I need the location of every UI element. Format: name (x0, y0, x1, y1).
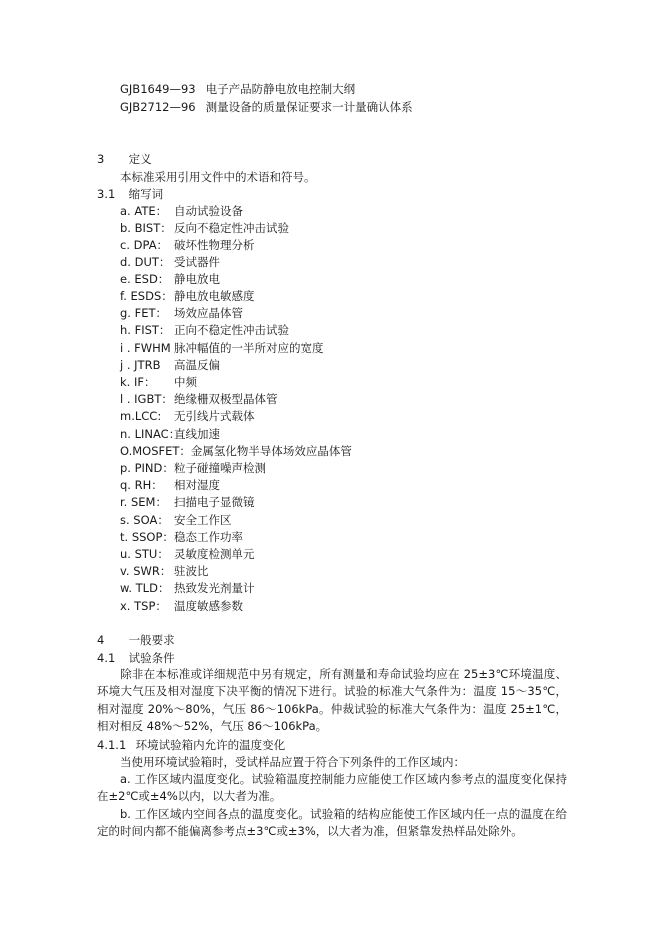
abbreviation-item: r. SEM： 扫描电子显微镜 (120, 495, 255, 509)
abbreviation-item: s. SOA： 安全工作区 (120, 513, 232, 527)
abbreviation-item: k. IF： 中频 (120, 375, 197, 389)
abbreviation-item: w. TLD： 热致发光剂量计 (120, 581, 255, 595)
abbreviation-item: q. RH： 相对湿度 (120, 478, 220, 492)
section-heading: 4 一般要求 (97, 633, 175, 647)
abbreviation-item: m.LCC: 无引线片式载体 (120, 409, 255, 423)
abbreviation-item: O.MOSFET：金属氢化物半导体场效应晶体管 (120, 444, 352, 458)
abbreviation-item: t. SSOP：稳态工作功率 (120, 530, 243, 544)
list-item: a. 工作区域内温度变化。试验箱温度控制能力应能使工作区域内参考点的温度变化保持在±2℃或±4%以内，以大者为准。 (97, 772, 567, 804)
reference-title: 测量设备的质量保证要求一计量确认体系 (205, 100, 413, 114)
subsection-heading: 3.1 缩写词 (97, 187, 164, 201)
section-intro: 本标准采用引用文件中的术语和符号。 (120, 170, 316, 184)
subsection-heading: 4.1 试验条件 (97, 651, 175, 665)
abbreviation-item: j . JTRB 高温反偏 (120, 358, 220, 372)
reference-code: GJB2712—96 (120, 100, 196, 114)
list-item: b. 工作区域内空间各点的温度变化。试验箱的结构应能使工作区域内任一点的温度在给定的时间内都不能偏离参考点±3℃或±3%，以大者为准，但紧靠发热样品处除外。 (97, 807, 567, 839)
abbreviation-item: u. STU： 灵敏度检测单元 (120, 547, 255, 561)
reference-code: GJB1649—93 (120, 82, 196, 96)
abbreviation-item: g. FET： 场效应晶体管 (120, 306, 243, 320)
abbreviation-item: d. DUT： 受试器件 (120, 255, 220, 269)
paragraph: 除非在本标准或详细规范中另有规定，所有测量和寿命试验均应在 25±3℃环境温度、环境大气压及相对湿度下决平衡的情况下进行。试验的标准大气条件为：温度 15～35℃，相对湿度 20%～80%，气压 86～106kPa。仲裁试验的标准大气条件为：温度 25±1℃，相对相反 48%～52%，气压 86～106kPa。 (97, 667, 567, 733)
abbreviation-item: b. BIST： 反向不稳定性冲击试验 (120, 221, 289, 235)
abbreviation-item: e. ESD： 静电放电 (120, 272, 220, 286)
abbreviation-item: i . FWHM 脉冲幅值的一半所对应的宽度 (120, 341, 324, 355)
abbreviation-item: v. SWR： 驻波比 (120, 564, 209, 578)
abbreviation-item: f. ESDS：静电放电敏感度 (120, 289, 255, 303)
abbreviation-item: h. FIST： 正向不稳定性冲击试验 (120, 323, 289, 337)
abbreviation-item: l . IGBT：绝缘栅双极型晶体管 (120, 392, 278, 406)
abbreviation-item: n. LINAC：直线加速 (120, 427, 220, 441)
reference-title: 电子产品防静电放电控制大纲 (205, 82, 356, 96)
subsection-heading: 4.1.1 环境试验箱内允许的温度变化 (97, 738, 286, 752)
section-heading: 3 定义 (97, 152, 152, 166)
paragraph: 当使用环境试验箱时，受试样品应置于符合下列条件的工作区域内： (120, 755, 465, 769)
abbreviation-item: a. ATE： 自动试验设备 (120, 204, 243, 218)
reference-line (120, 81, 355, 97)
abbreviation-item: x. TSP： 温度敏感参数 (120, 599, 243, 613)
abbreviation-item: p. PIND：粒子碰撞噪声检测 (120, 461, 266, 475)
reference-line (120, 99, 413, 115)
abbreviation-item: c. DPA： 破坏性物理分析 (120, 238, 255, 252)
